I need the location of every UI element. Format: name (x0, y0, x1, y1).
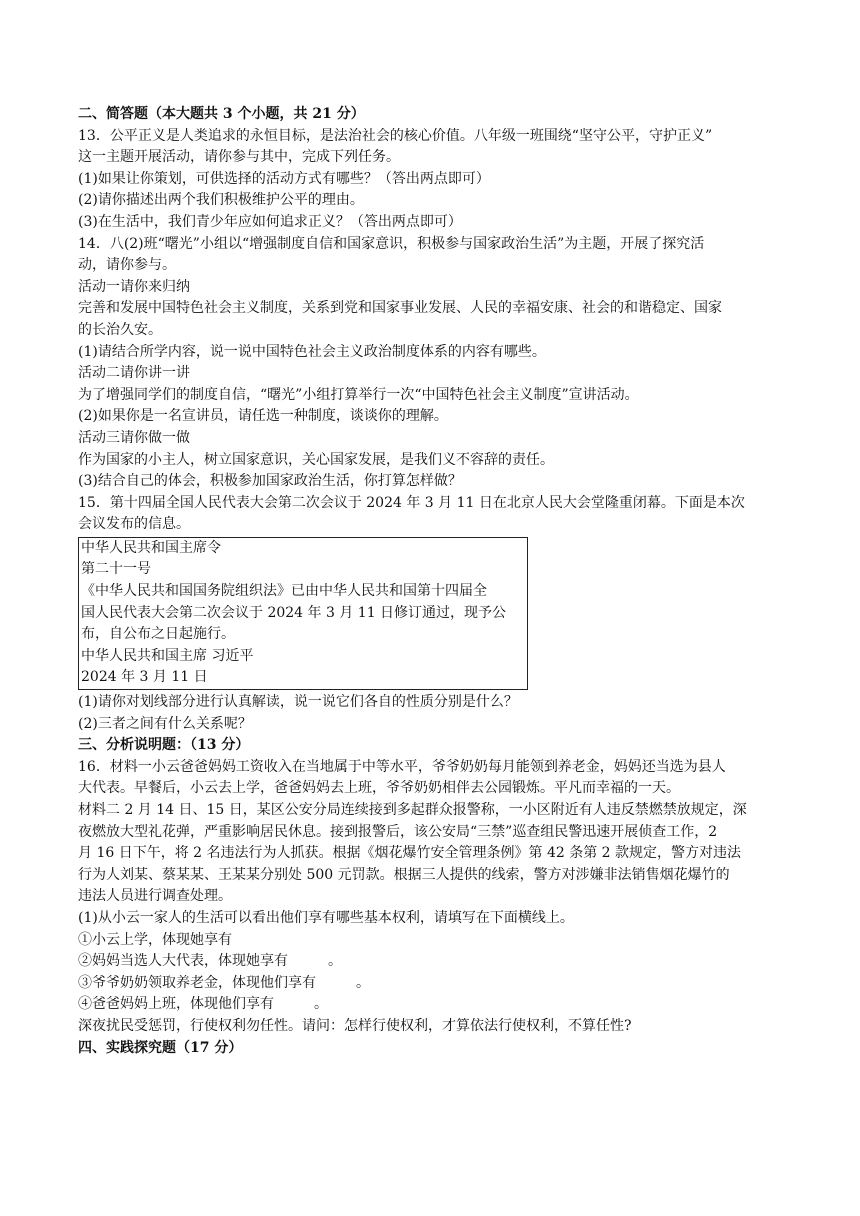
question-13-stem: 13．公平正义是人类追求的永恒目标，是法治社会的核心价值。八年级一班围绕“坚守公平，守护正义” (78, 127, 713, 144)
question-13-sub-1: (1)如果让你策划，可供选择的活动方式有哪些？（答出两点即可） (78, 170, 490, 187)
period: 。 (328, 953, 342, 970)
activity-1-title: 活动一请你来归纳 (78, 278, 190, 295)
rights-item-3 (78, 973, 786, 995)
activity-3-text: 作为国家的小主人，树立国家意识，关心国家发展，是我们义不容辞的责任。 (78, 451, 554, 468)
question-14-stem-cont: 动，请你参与。 (78, 257, 176, 274)
question-13-stem-cont: 这一主题开展活动，请你参与其中，完成下列任务。 (78, 149, 400, 166)
question-16-material-1-cont: 大代表。早餐后，小云去上学，爸爸妈妈去上班，爷爷奶奶相伴去公园锻炼。平凡而幸福的一天。 (78, 780, 680, 797)
question-14-stem: 14．八(2)班“曙光”小组以“增强制度自信和国家意识，积极参与国家政治生活”为主题，开展了探究活 (78, 235, 705, 252)
question-13-sub-2: (2)请你描述出两个我们积极维护公平的理由。 (78, 192, 364, 209)
period: 。 (356, 974, 370, 991)
presidential-decree-box (78, 537, 528, 690)
rights-item-2 (78, 951, 786, 973)
question-14-sub-1: (1)请结合所学内容，说一说中国特色社会主义政治制度体系的内容有哪些。 (78, 343, 546, 360)
question-16-sub-2: 深夜扰民受惩罚，行使权利勿任性。请问：怎样行使权利，才算依法行使权利，不算任性? (78, 1017, 632, 1034)
section-heading-analysis: 三、分析说明题：（13 分） (78, 737, 250, 754)
section-heading-short-answer: 二、简答题（本大题共 3 个小题，共 21 分） (78, 106, 365, 122)
section-heading-practice: 四、实践探究题（17 分） (78, 1039, 243, 1056)
decree-signatory: 中华人民共和国主席 习近平 (81, 647, 254, 664)
decree-date: 2024 年 3 月 11 日 (81, 669, 208, 686)
decree-title: 中华人民共和国主席令 (81, 539, 221, 556)
decree-body: 《中华人民共和国国务院组织法》已由中华人民共和国第十四届全 (81, 583, 487, 600)
question-15-sub-2: (2)三者之间有什么关系呢？ (78, 715, 252, 732)
rights-item-4 (78, 994, 786, 1016)
activity-3-title: 活动三请你做一做 (78, 429, 190, 446)
rights-item-3-text: ③爷爷奶奶领取养老金，体现他们享有 (78, 974, 316, 991)
period: 。 (314, 996, 328, 1013)
question-14-sub-2: (2)如果你是一名宣讲员，请任选一种制度，谈谈你的理解。 (78, 408, 448, 425)
activity-2-text: 为了增强同学们的制度自信，“曙光”小组打算举行一次“中国特色社会主义制度”宣讲活动。 (78, 386, 639, 403)
decree-body-end: 布，自公布之日起施行。 (81, 626, 235, 643)
decree-body-cont: 国人民代表大会第二次会议于 2024 年 3 月 11 日修订通过，现予公 (81, 604, 507, 621)
rights-item-4-text: ④爸爸妈妈上班，体现他们享有 (78, 996, 274, 1013)
question-15-stem: 15．第十四届全国人民代表大会第二次会议于 2024 年 3 月 11 日在北京人民大会堂隆重闭幕。下面是本次 (78, 494, 745, 511)
activity-1-text: 完善和发展中国特色社会主义制度，关系到党和国家事业发展、人民的幸福安康、社会的和谐稳定、国家 (78, 300, 722, 317)
rights-item-1-text: ①小云上学，体现她享有 (78, 931, 232, 948)
question-16-sub-1: (1)从小云一家人的生活可以看出他们享有哪些基本权利，请填写在下面横线上。 (78, 909, 574, 926)
question-16-material-1: 16．材料一小云爸爸妈妈工资收入在当地属于中等水平，爷爷奶奶每月能领到养老金，妈妈还当选为县人 (78, 758, 726, 775)
exam-page (78, 104, 786, 1059)
question-15-sub-1: (1)请你对划线部分进行认真解读，说一说它们各自的性质分别是什么？ (78, 694, 518, 711)
question-14-sub-3: (3)结合自己的体会，积极参加国家政治生活，你打算怎样做？ (78, 473, 462, 490)
activity-2-title: 活动二请你讲一讲 (78, 365, 190, 382)
rights-item-1 (78, 930, 786, 952)
rights-item-2-text: ②妈妈当选人大代表，体现她享有 (78, 953, 288, 970)
question-16-material-2: 材料二 2 月 14 日、15 日，某区公安分局连续接到多起群众报警称，一小区附近有人违反禁燃禁放规定，深 (78, 802, 747, 818)
activity-1-text-cont: 的长治久安。 (78, 321, 162, 338)
question-13-sub-3: (3)在生活中，我们青少年应如何追求正义？（答出两点即可） (78, 213, 462, 230)
question-16-material-2-cont-2: 月 16 日下午，将 2 名违法行为人抓获。根据《烟花爆竹安全管理条例》第 42 条第 2 款规定，警方对违法 (78, 845, 742, 862)
question-16-material-2-cont-4: 违法人员进行调查处理。 (78, 888, 232, 905)
question-15-stem-cont: 会议发布的信息。 (78, 516, 190, 533)
decree-number: 第二十一号 (81, 561, 151, 578)
question-16-material-2-cont-1: 夜燃放大型礼花弹，严重影响居民休息。接到报警后，该公安局“三禁”巡查组民警迅速开展侦查工作，2 (78, 823, 718, 840)
question-16-material-2-cont-3: 行为人刘某、蔡某某、王某某分别处 500 元罚款。根据三人提供的线索，警方对涉嫌非法销售烟花爆竹的 (78, 866, 730, 883)
